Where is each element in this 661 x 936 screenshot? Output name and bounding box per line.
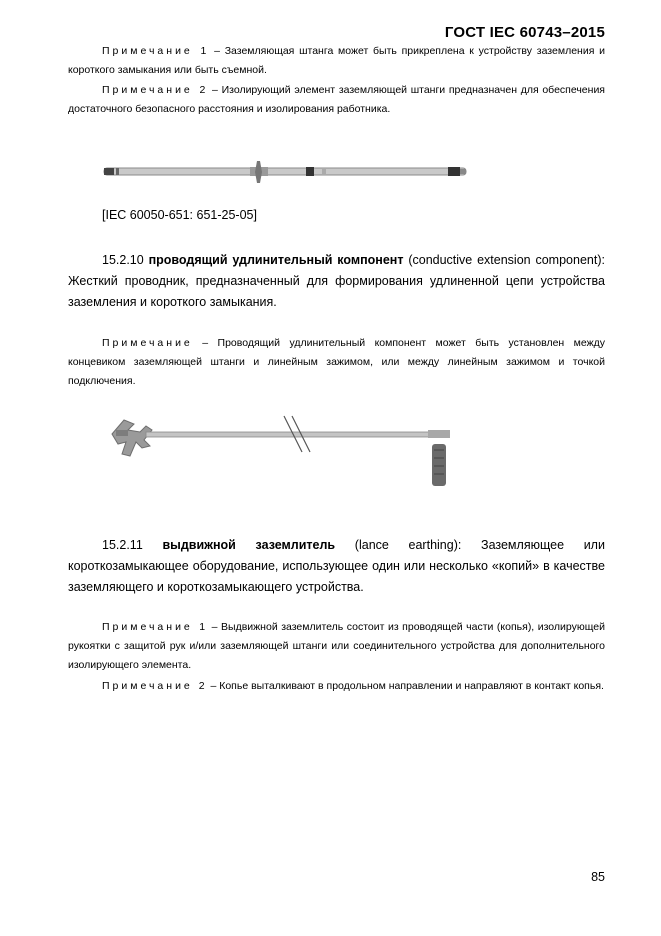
section-15-2-10 xyxy=(68,250,605,313)
section-english-term: (conductive extension component): xyxy=(408,253,605,267)
note-text: – Заземляющая штанга может быть прикреплена к устройству заземления и короткого замыкания или быть съемной. xyxy=(68,45,605,76)
note-1-top xyxy=(68,42,605,80)
note-label: Примечание 1 xyxy=(102,45,210,57)
note-text: – Выдвижной заземлитель состоит из проводящей части (копья), изолирующей рукоятки с защитой рук и/или заземляющей штанги или соединительного устройства для дополнительного изолирующего элемента. xyxy=(68,621,605,671)
section-definition: Заземляющее или короткозамыкающее оборудование, использующее один или несколько «копий» в качестве заземляющего и короткозамыкающего устройства. xyxy=(68,538,605,594)
note-label: Примечание 1 xyxy=(102,621,209,633)
note-text: – Проводящий удлинительный компонент может быть установлен между концевиком заземляющей штанги и линейным зажимом, или между линейным зажимом и точкой подключения. xyxy=(68,337,605,387)
note-text: – Копье выталкивают в продольном направлении и направляют в контакт копья. xyxy=(210,680,604,692)
section-number: 15.2.11 xyxy=(102,538,143,552)
section-15-2-11 xyxy=(68,535,605,598)
note-15-2-10 xyxy=(68,334,605,391)
note-2-top xyxy=(68,81,605,119)
extension-component-figure xyxy=(106,408,458,490)
note-label: Примечание 2 xyxy=(102,84,209,96)
earthing-stick-figure xyxy=(100,158,470,186)
section-term: выдвижной заземлитель xyxy=(162,538,336,552)
section-term: проводящий удлинительный компонент xyxy=(148,253,404,267)
section-definition: Жесткий проводник, предназначенный для формирования удлиненной цепи устройства заземления и короткого замыкания. xyxy=(68,274,605,309)
note-label: Примечание 2 xyxy=(102,680,208,692)
note-2-15-2-11 xyxy=(68,677,605,696)
document-header: ГОСТ IEC 60743–2015 xyxy=(444,24,605,41)
iec-reference: [IEC 60050-651: 651-25-05] xyxy=(102,208,257,222)
note-1-15-2-11 xyxy=(68,618,605,675)
section-english-term: (lance earthing): xyxy=(354,538,462,552)
note-text: – Изолирующий элемент заземляющей штанги предназначен для обеспечения достаточного безопасного расстояния и изолирования работника. xyxy=(68,84,605,115)
page-number: 85 xyxy=(591,870,605,884)
section-number: 15.2.10 xyxy=(102,253,144,267)
note-label: Примечание xyxy=(102,337,193,349)
